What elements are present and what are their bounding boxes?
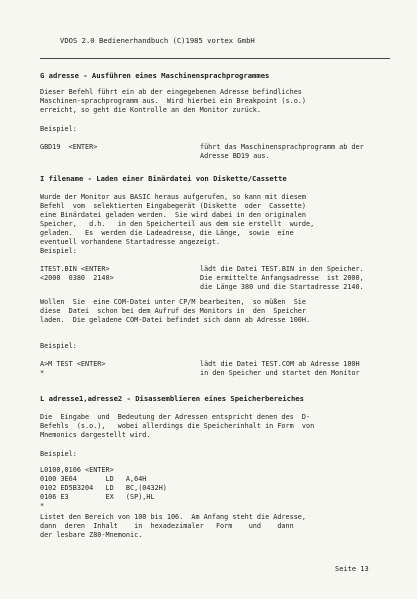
i-example2-prompt: * <box>40 369 45 377</box>
i-example-desc-1: lädt die Datei TEST.BIN in den Speicher. <box>200 265 364 273</box>
l-body2-2: dann deren Inhalt in hexadezimaler Form und dann <box>40 522 294 530</box>
g-example-desc-2: Adresse BD19 aus. <box>200 152 270 160</box>
l-body-2: Befehls (s.o.), wobei allerdings die Speicherinhalt in Form von <box>40 422 315 430</box>
g-body-2: Maschinen-sprachprogramm aus. Wird hierbei ein Breakpoint (s.o.) <box>40 97 306 105</box>
section-title-g: G adresse - Ausführen eines Maschinensprachprogrammes <box>40 71 270 80</box>
i-example-label-2: Beispiel: <box>40 342 77 350</box>
page-number: Seite 13 <box>335 565 369 573</box>
i-body-1: Wurde der Monitor aus BASIC heraus aufgerufen, so kann mit diesem <box>40 193 306 201</box>
i-example-cmd-1: ITEST.BIN <ENTER> <box>40 265 110 273</box>
i-body2-3: laden. Die geladene COM-Datei befindet sich dann ab Adresse 100H. <box>40 316 311 324</box>
l-code-line-5: * <box>40 502 45 510</box>
l-code-line-3: 0102 ED5B3204 LD BC,(0432H) <box>40 484 167 492</box>
l-code-line-1: L0100,0106 <ENTER> <box>40 466 114 474</box>
section-title-i: I filename - Laden einer Binärdatei von Diskette/Cassette <box>40 174 287 183</box>
g-example-desc-1: führt das Maschinensprachprogramm ab der <box>200 143 364 151</box>
header-rule <box>40 58 390 59</box>
g-body-3: erreicht, so geht die Kontrolle an den Monitor zurück. <box>40 106 261 114</box>
i-body2-1: Wollen Sie eine COM-Datei unter CP/M bearbeiten, so müßen Sie <box>40 298 306 306</box>
l-code-line-4: 0106 E3 EX (SP),HL <box>40 493 155 501</box>
i-example-cmd-2: <2000 0380 2140> <box>40 274 114 282</box>
section-title-l: L adresse1,adresse2 - Disassemblieren eines Speicherbereiches <box>40 394 304 403</box>
g-body-1: Dieser Befehl führt ein ab der eingegebenen Adresse befindliches <box>40 88 302 96</box>
page-header: VDOS 2.0 Bedienerhandbuch (C)1985 vortex GmbH <box>60 36 255 45</box>
i-body-6: eventuell vorhandene Startadresse angezeigt. <box>40 238 221 246</box>
i-body2-2: diese Datei schon bei dem Aufruf des Monitors in den Speicher <box>40 307 306 315</box>
g-example-label: Beispiel: <box>40 125 77 133</box>
i-example-desc-3: die Länge 380 und die Startadresse 2140. <box>200 283 364 291</box>
i-body-2: Befehl vom selektierten Eingabegerät (Diskette oder Cassette) <box>40 202 306 210</box>
i-example2-desc-2: in den Speicher und startet den Monitor <box>200 369 360 377</box>
i-example-label: Beispiel: <box>40 247 77 255</box>
l-body-1: Die Eingabe und Bedeutung der Adressen entspricht denen des D- <box>40 413 311 421</box>
g-example-cmd: GBD19 <ENTER> <box>40 143 98 151</box>
i-body-4: Speicher, d.h. in den Speicherteil aus dem sie erstellt wurde, <box>40 220 315 228</box>
l-example-label: Beispiel: <box>40 450 77 458</box>
l-code-line-2: 0100 3E64 LD A,64H <box>40 475 147 483</box>
l-body-3: Mnemonics dargestellt wird. <box>40 431 151 439</box>
l-body2-3: der lesbare Z80-Mnemonic. <box>40 531 143 539</box>
i-example2-cmd: A>M TEST <ENTER> <box>40 360 106 368</box>
i-body-5: geladen. Es werden die Ladeadresse, die Länge, sowie eine <box>40 229 294 237</box>
i-example-desc-2: Die ermittelte Anfangsadresse ist 2000, <box>200 274 364 282</box>
l-body2-1: Listet den Bereich von 100 bis 106. Am Anfang steht die Adresse, <box>40 513 306 521</box>
i-example2-desc-1: lädt die Datei TEST.COM ab Adresse 100H <box>200 360 360 368</box>
i-body-3: eine Binärdatei geladen werden. Sie wird dabei in den originalen <box>40 211 306 219</box>
